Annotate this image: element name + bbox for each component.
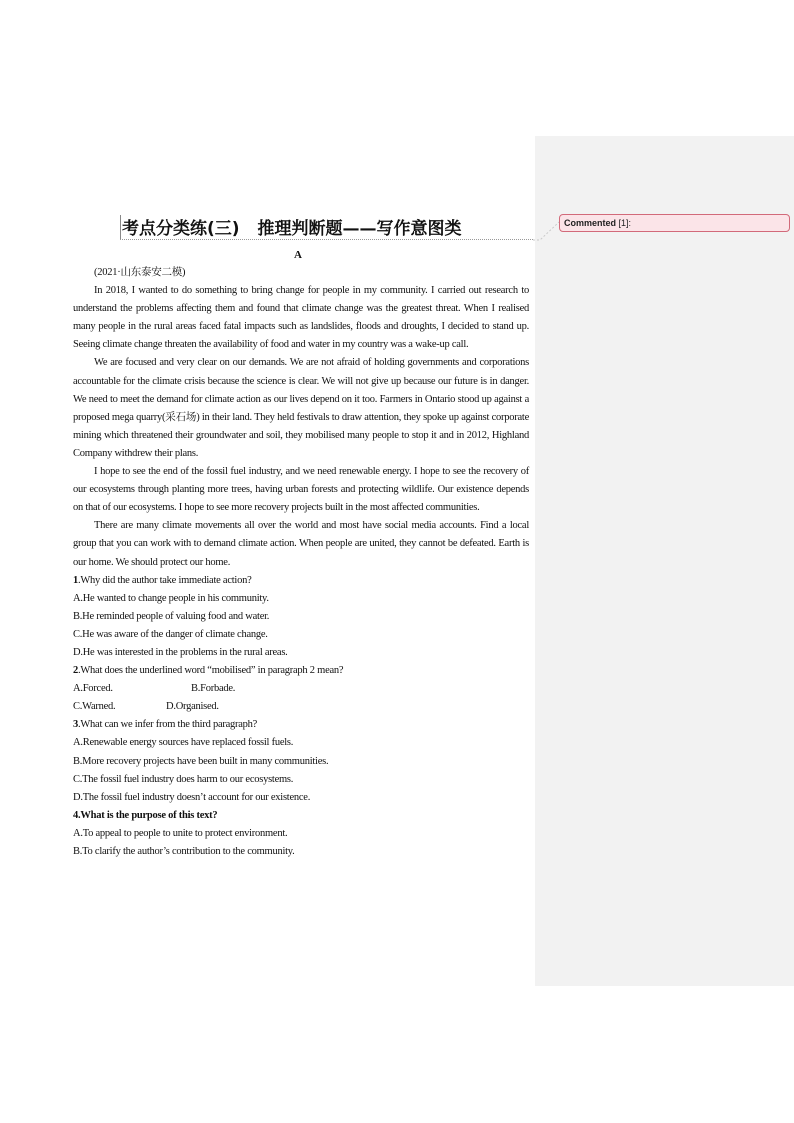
- passage-body: [73, 264, 529, 861]
- question-1-option-a: A.He wanted to change people in his community.: [73, 592, 269, 604]
- paragraph-1: In 2018, I wanted to do something to bring change for people in my community. I carried out research to understand the problems affecting them and found that climate change was the greatest threat. When I realised many people in the rural areas faced fatal impacts such as landslides, floods and droughts, I decided to stand up. Seeing climate change threaten the availability of food and water in my country was a wake-up call.: [73, 285, 529, 351]
- paragraph-4: There are many climate movements all over the world and most have social media accounts. Find a local group that you can work with to demand climate action. When people are united, they cannot be defeated. Earth is our home. We should protect our home.: [73, 520, 529, 568]
- question-1-option-c: C.He was aware of the danger of climate change.: [73, 628, 268, 640]
- comment-pane: [535, 136, 794, 986]
- question-number: 3: [73, 719, 78, 731]
- comment-index: [1]:: [618, 218, 632, 228]
- question-number: 1: [73, 574, 78, 586]
- question-number: 2: [73, 665, 78, 677]
- question-4-option-b: B.To clarify the author’s contribution to the community.: [73, 846, 295, 857]
- question-2-option-c: C.Warned.: [73, 701, 116, 713]
- question-1-stem: 1.Why did the author take immediate action?: [73, 574, 252, 586]
- question-3-stem: 3.What can we infer from the third paragraph?: [73, 719, 258, 731]
- question-2-options-row-2: [73, 698, 529, 716]
- question-2-option-a: A.Forced.: [73, 683, 113, 695]
- comment-anchor-marker: [120, 215, 121, 239]
- question-3-option-d: D.The fossil fuel industry doesn’t account for our existence.: [73, 791, 311, 803]
- title-part-1: 考点分类练(三): [122, 219, 240, 239]
- question-3-option-a: A.Renewable energy sources have replaced fossil fuels.: [73, 737, 294, 749]
- question-4-stem: 4.What is the purpose of this text?: [73, 809, 218, 821]
- question-1-option-b: B.He reminded people of valuing food and water.: [73, 610, 270, 622]
- question-4-option-a: A.To appeal to people to unite to protect environment.: [73, 827, 288, 839]
- page-title: [122, 214, 533, 240]
- question-2-option-d: D.Organised.: [166, 701, 219, 713]
- question-2-options-row-1: [73, 680, 529, 698]
- question-2-option-b: B.Forbade.: [191, 683, 236, 695]
- question-3-option-c: C.The fossil fuel industry does harm to our ecosystems.: [73, 773, 294, 785]
- question-number: 4: [73, 809, 78, 821]
- question-3-option-b: B.More recovery projects have been built in many communities.: [73, 755, 329, 767]
- paragraph-2: We are focused and very clear on our demands. We are not afraid of holding governments and corporations accountable for the climate crisis because the science is clear. We will not give up because our future is in danger. We need to meet the demand for climate action as our lives depend on it too. Farmers in Ontario stood up against a proposed mega quarry(采石场) in their land. They held festivals to draw attention, they spoke up against corporate mining which threatened their groundwater and soil, they mobilised many people to stop it and in 2012, Highland Company withdrew their plans.: [73, 357, 529, 459]
- title-part-2: 推理判断题——写作意图类: [257, 219, 462, 239]
- comment-balloon[interactable]: [559, 214, 790, 232]
- section-letter: A: [294, 249, 302, 261]
- question-2-stem: 2.What does the underlined word “mobilised” in paragraph 2 mean?: [73, 665, 344, 677]
- comment-author: Commented: [564, 218, 617, 228]
- source-note: (2021·山东泰安二模): [94, 267, 186, 278]
- question-1-option-d: D.He was interested in the problems in the rural areas.: [73, 646, 288, 658]
- paragraph-3: I hope to see the end of the fossil fuel industry, and we need renewable energy. I hope to see the recovery of our ecosystems through planting more trees, having urban forests and protecting wildlife. Our existence depends on that of our ecosystems. I hope to see more recovery projects built in the most affected communities.: [73, 466, 529, 514]
